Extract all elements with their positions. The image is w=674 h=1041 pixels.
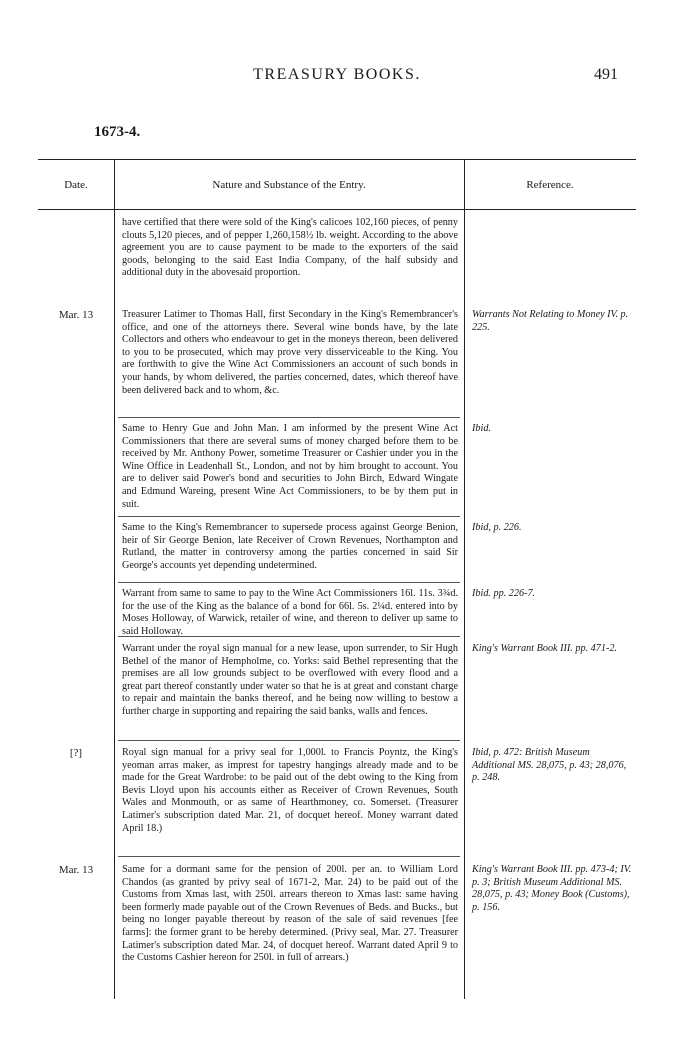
page-number: 491: [594, 66, 618, 83]
table-header-rule: [38, 209, 636, 210]
entry-text: Royal sign manual for a privy seal for 1,000l. to Francis Poyntz, the King's yeoman arras maker, as imprest for tapestry hangings already made and to be made for the Great Wardrobe: to be paid out of the debt owing to the King from Bevis Lloyd upon his accounts either as Receiver of Crown Revenues, South Wales and Monmouth, or as same of Hearthmoney, co. Somerset. (Treasurer Latimer's subscription dated Mar. 21, of docquet hereof. Money warrant dated April 18.): [122, 747, 458, 834]
entry-date: Mar. 13: [58, 309, 94, 321]
entry-separator: [118, 417, 460, 418]
column-header-nature: Nature and Substance of the Entry.: [212, 179, 366, 191]
column-divider: [114, 159, 115, 999]
running-head: [0, 66, 674, 90]
table-top-rule: [38, 159, 636, 160]
entry-reference: Ibid, p. 226.: [472, 522, 522, 533]
entry-reference: King's Warrant Book III. pp. 473-4; IV. p. 3; British Museum Additional MS. 28,075, p. 43; Money Book (Customs), p. 156.: [472, 864, 632, 913]
entry-reference: Ibid. pp. 226-7.: [472, 588, 536, 599]
entry-reference: Ibid.: [472, 423, 491, 434]
entry-reference: Warrants Not Relating to Money IV. p. 225.: [472, 309, 629, 333]
entry-text: Warrant under the royal sign manual for a new lease, upon surrender, to Sir Hugh Bethel of the manor of Hempholme, co. Yorks: said Bethel representing that the premises are all low grounds subject to be overflowed with every flood and a great part thereof constantly under water so that he is at great and constant charge to repair and maintain the banks thereof, and he being now willing to bestow a further charge in supporting and repairing the said banks, walls and fences.: [122, 643, 458, 717]
entry-reference: King's Warrant Book III. pp. 471-2.: [472, 643, 617, 654]
entry-separator: [118, 582, 460, 583]
entry-text: have certified that there were sold of the King's calicoes 102,160 pieces, of penny clouts 5,120 pieces, and of pepper 1,260,158½ lb. weight. According to the above agreement you are to cause payment to be made to the exporters of the said goods, belonging to the said East India Company, of the half subsidy and additional duty in the abovesaid proportion.: [122, 217, 458, 279]
entry-separator: [118, 856, 460, 857]
entry-separator: [118, 740, 460, 741]
entry-reference: Ibid, p. 472: British Museum Additional MS. 28,075, p. 43; 28,076, p. 248.: [472, 747, 627, 784]
entry-text: Same to Henry Gue and John Man. I am informed by the present Wine Act Commissioners that there are several sums of money charged before them to be received by Mr. Anthony Power, sometime Treasurer or Cashier under you in the Wine Office in Leadenhall St., London, and not by him brought to account. You are to deliver said Power's bond and securities to John Birch, Edward Wingate and Edmund Wareing, present Wine Act Commissioners, to be by them put in suit.: [122, 423, 458, 510]
column-header-reference: Reference.: [526, 179, 574, 191]
entry-text: Warrant from same to same to pay to the Wine Act Commissioners 16l. 11s. 3¾d. for the use of the King as the balance of a bond for 66l. 5s. 2¼d. entered into by Moses Holloway, of Warwick, retailer of wine, and thereon to deliver up same to said Holloway.: [122, 588, 458, 637]
entries-table: [38, 159, 636, 999]
entry-text: Same for a dormant same for the pension of 200l. per an. to William Lord Chandos (as granted by privy seal of 1671-2, Mar. 24) to be paid out of the Customs from Xmas last, with 250l. arrears thereon to Xmas last: same having been formerly made payable out of the Crown Revenues of Beds. and Bucks., but being no longer payable thereout by reason of the sale of said revenues [fee farms]: the former grant to be hereby determined. (Privy seal, Mar. 27. Treasurer Latimer's subscription dated Mar. 24, of docquet hereof. Warrant dated April 9 to the Customs Cashier hereon for 250l. in full of arrears.): [122, 864, 458, 964]
running-title: TREASURY BOOKS.: [253, 66, 421, 83]
entry-date: [?]: [69, 747, 83, 759]
entry-text: Same to the King's Remembrancer to supersede process against George Benion, heir of Sir George Benion, late Receiver of Crown Revenues, Northampton and Rutland, the matter in controversy among the parties concerned in said Sir George's accounts yet depending undetermined.: [122, 522, 458, 571]
entry-date: Mar. 13: [58, 864, 94, 876]
entry-separator: [118, 636, 460, 637]
column-divider: [464, 159, 465, 999]
column-header-date: Date.: [64, 179, 88, 191]
entry-separator: [118, 516, 460, 517]
entry-text: Treasurer Latimer to Thomas Hall, first Secondary in the King's Remembrancer's office, and one of the attorneys there. Several wine bonds have, by the late Collectors and others who endeavour to get in the moneys thereon, been delivered to you to be prosecuted, which may prove very disserviceable to the King. You are forthwith to give the Wine Act Commissioners an account of such bonds in your hands, by whom delivered, the parties concerned, dates, which thereof have been delivered back and to whom, &c.: [122, 309, 458, 396]
year-heading: 1673-4.: [94, 124, 141, 140]
